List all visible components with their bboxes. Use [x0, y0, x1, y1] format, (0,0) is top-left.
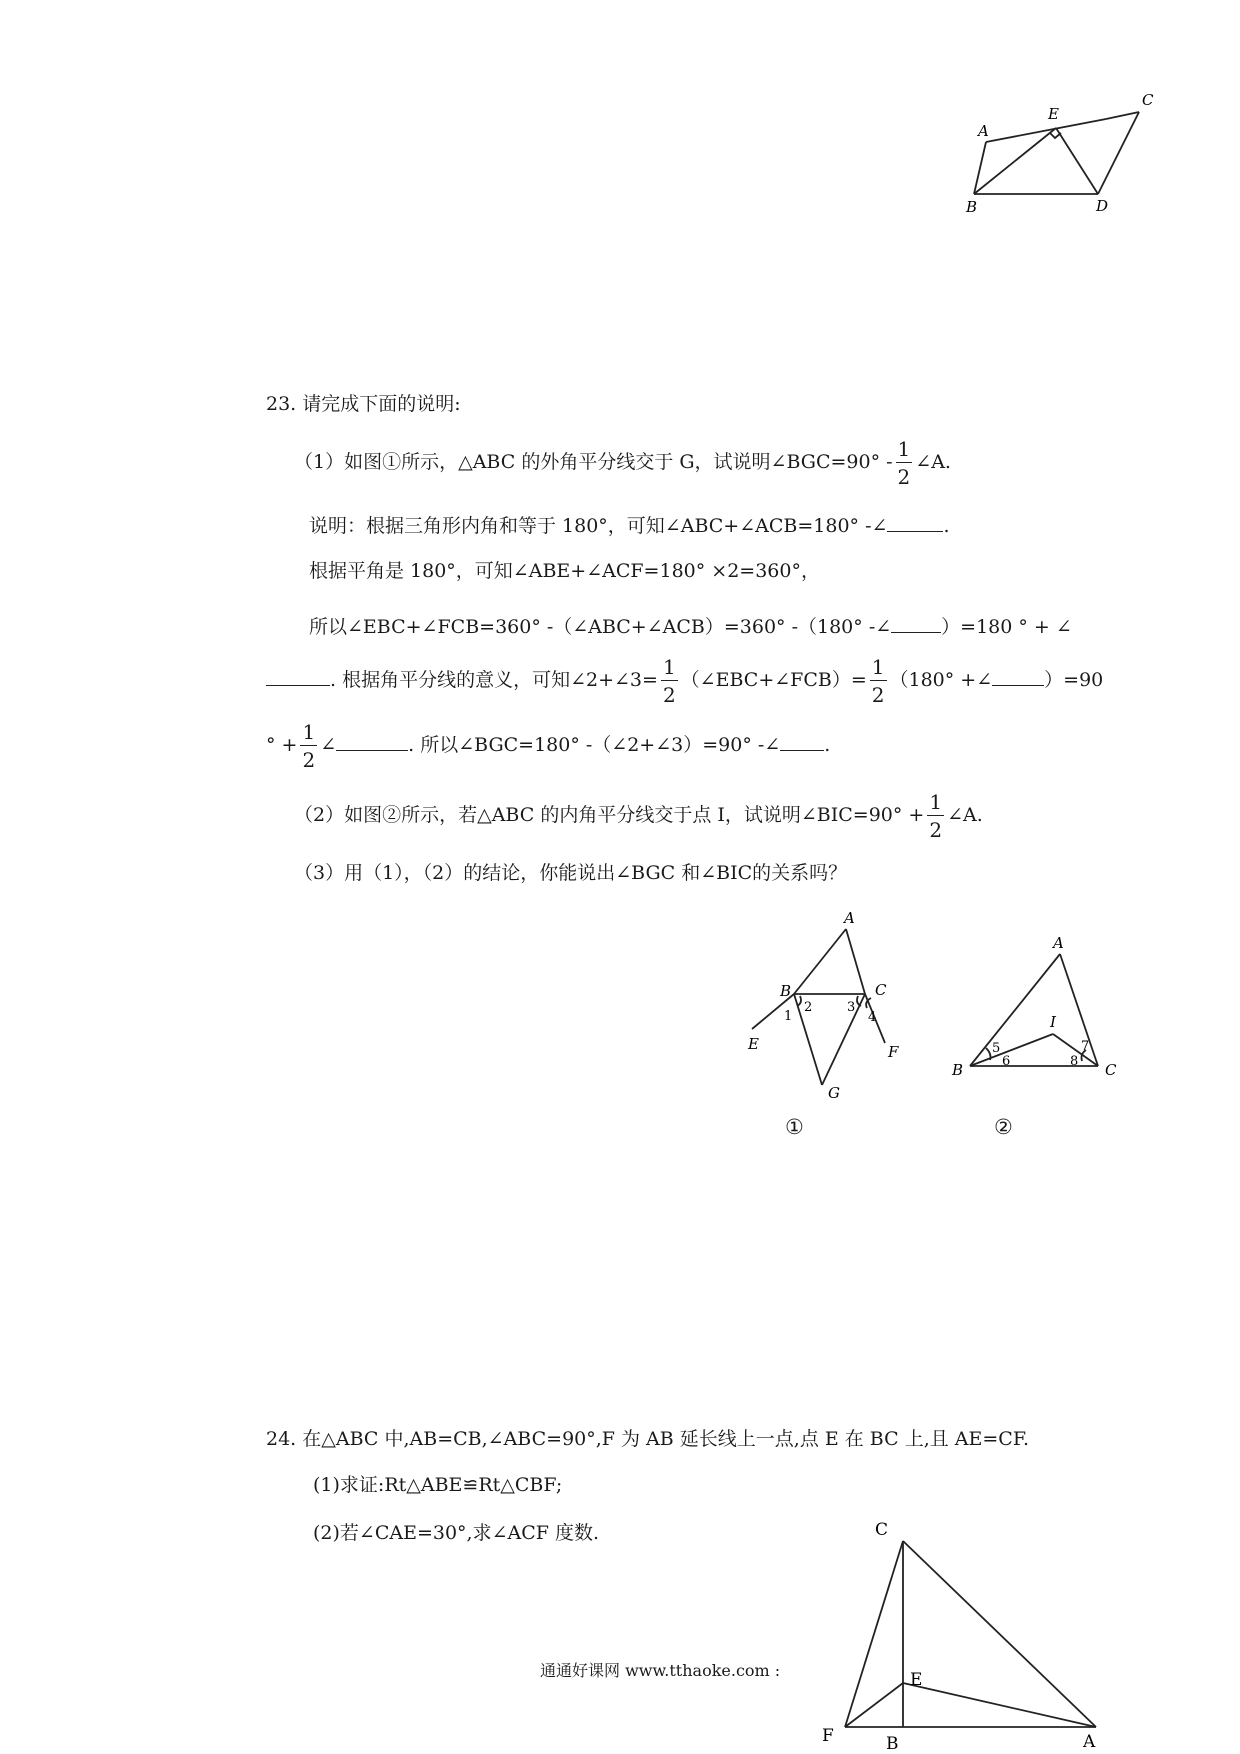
fig1-angle-1: 1 [784, 1009, 793, 1024]
answer-blank[interactable] [780, 731, 824, 751]
q23-step2: 根据平角是 180°，可知∠ABE+∠ACF=180° ×2=360°， [309, 560, 820, 582]
fig3-label-f: F [822, 1726, 834, 1746]
fraction-half: $\frac{1}{2}$ [662, 655, 676, 707]
q23-step5: ° + $\frac{1}{2}$ ∠ . 所以∠BGC=180° -（∠2+∠3）=90° -∠ . [266, 720, 831, 772]
fraction-half: $\frac{1}{2}$ [929, 790, 943, 842]
fig3-label-b: B [886, 1734, 899, 1750]
q23-part2: （2）如图②所示，若△ABC 的内角平分线交于点 I，试说明∠BIC=90° + $\frac{1}{2}$ ∠A. [294, 790, 983, 842]
answer-blank[interactable] [266, 666, 330, 686]
fig3-label-a: A [1083, 1732, 1096, 1750]
fraction-half: $\frac{1}{2}$ [302, 720, 316, 772]
fig1-angle-3: 3 [847, 1000, 856, 1015]
fig1-label-a: A [844, 909, 855, 927]
figure-2-internal-bisectors [940, 930, 1140, 1090]
fig1-label-f: F [888, 1043, 899, 1061]
fraction-half: $\frac{1}{2}$ [897, 437, 911, 489]
fig1-label-b: B [780, 982, 792, 1000]
fig1-angle-4: 4 [868, 1010, 877, 1025]
fig2-label-a: A [1053, 934, 1064, 952]
fig2-angle-8: 8 [1070, 1054, 1079, 1069]
fig2-angle-5: 5 [992, 1041, 1001, 1056]
label-b: B [966, 198, 978, 216]
fig2-label-i: I [1050, 1013, 1056, 1031]
label-e: E [1048, 105, 1059, 123]
fig3-label-c: C [875, 1520, 889, 1540]
fig1-caption: ① [785, 1115, 804, 1139]
answer-blank[interactable] [336, 731, 408, 751]
q23-step4: . 根据角平分线的意义，可知∠2+∠3= $\frac{1}{2}$ （∠EBC+∠FCB）= $\frac{1}{2}$ （180° +∠ ）=90 [266, 657, 1103, 705]
answer-blank[interactable] [891, 613, 941, 633]
label-c: C [1142, 91, 1154, 109]
answer-blank[interactable] [992, 666, 1044, 686]
fig1-label-g: G [828, 1084, 840, 1102]
figure-3-right-triangle [800, 1505, 1120, 1750]
q23-part1-text-a: （1）如图①所示，△ABC 的外角平分线交于 G，试说明∠BGC=90° - [294, 451, 893, 473]
figure-1-external-bisectors [740, 905, 920, 1115]
fig1-label-c: C [875, 981, 887, 999]
q23-part3: （3）用（1），（2）的结论，你能说出∠BGC 和∠BIC的关系吗？ [294, 862, 848, 884]
fig2-label-b: B [952, 1061, 964, 1079]
label-d: D [1096, 197, 1109, 215]
fraction-half: $\frac{1}{2}$ [871, 655, 885, 707]
q23-part1 [294, 439, 951, 487]
page-footer: 通通好课网 www.tthaoke.com : [540, 1661, 781, 1680]
fig1-angle-2: 2 [804, 1000, 813, 1015]
fig3-label-e: E [910, 1670, 923, 1690]
q23-step3: 所以∠EBC+∠FCB=360° -（∠ABC+∠ACB）=360° -（180° -∠ ）=180 ° + ∠ [309, 613, 1072, 637]
fig2-angle-7: 7 [1081, 1039, 1090, 1054]
q23-step1: 说明：根据三角形内角和等于 180°，可知∠ABC+∠ACB=180° -∠ . [309, 512, 949, 536]
fig2-angle-6: 6 [1002, 1054, 1011, 1069]
answer-blank[interactable] [887, 512, 943, 532]
fig2-label-c: C [1105, 1061, 1117, 1079]
fig2-caption: ② [994, 1115, 1013, 1139]
q23-part1-text-b: ∠A. [915, 451, 951, 473]
figure-top-quadrilateral [950, 88, 1170, 218]
q24-title: 24. 在△ABC 中,AB=CB,∠ABC=90°,F 为 AB 延长线上一点,点 E 在 BC 上,且 AE=CF. [266, 1428, 1030, 1450]
q23-title: 23. 请完成下面的说明: [266, 393, 461, 415]
fig1-label-e: E [748, 1035, 759, 1053]
q24-part1: (1)求证:Rt△ABE≌Rt△CBF; [313, 1474, 563, 1496]
label-a: A [978, 122, 989, 140]
q24-part2: (2)若∠CAE=30°,求∠ACF 度数. [313, 1522, 600, 1544]
